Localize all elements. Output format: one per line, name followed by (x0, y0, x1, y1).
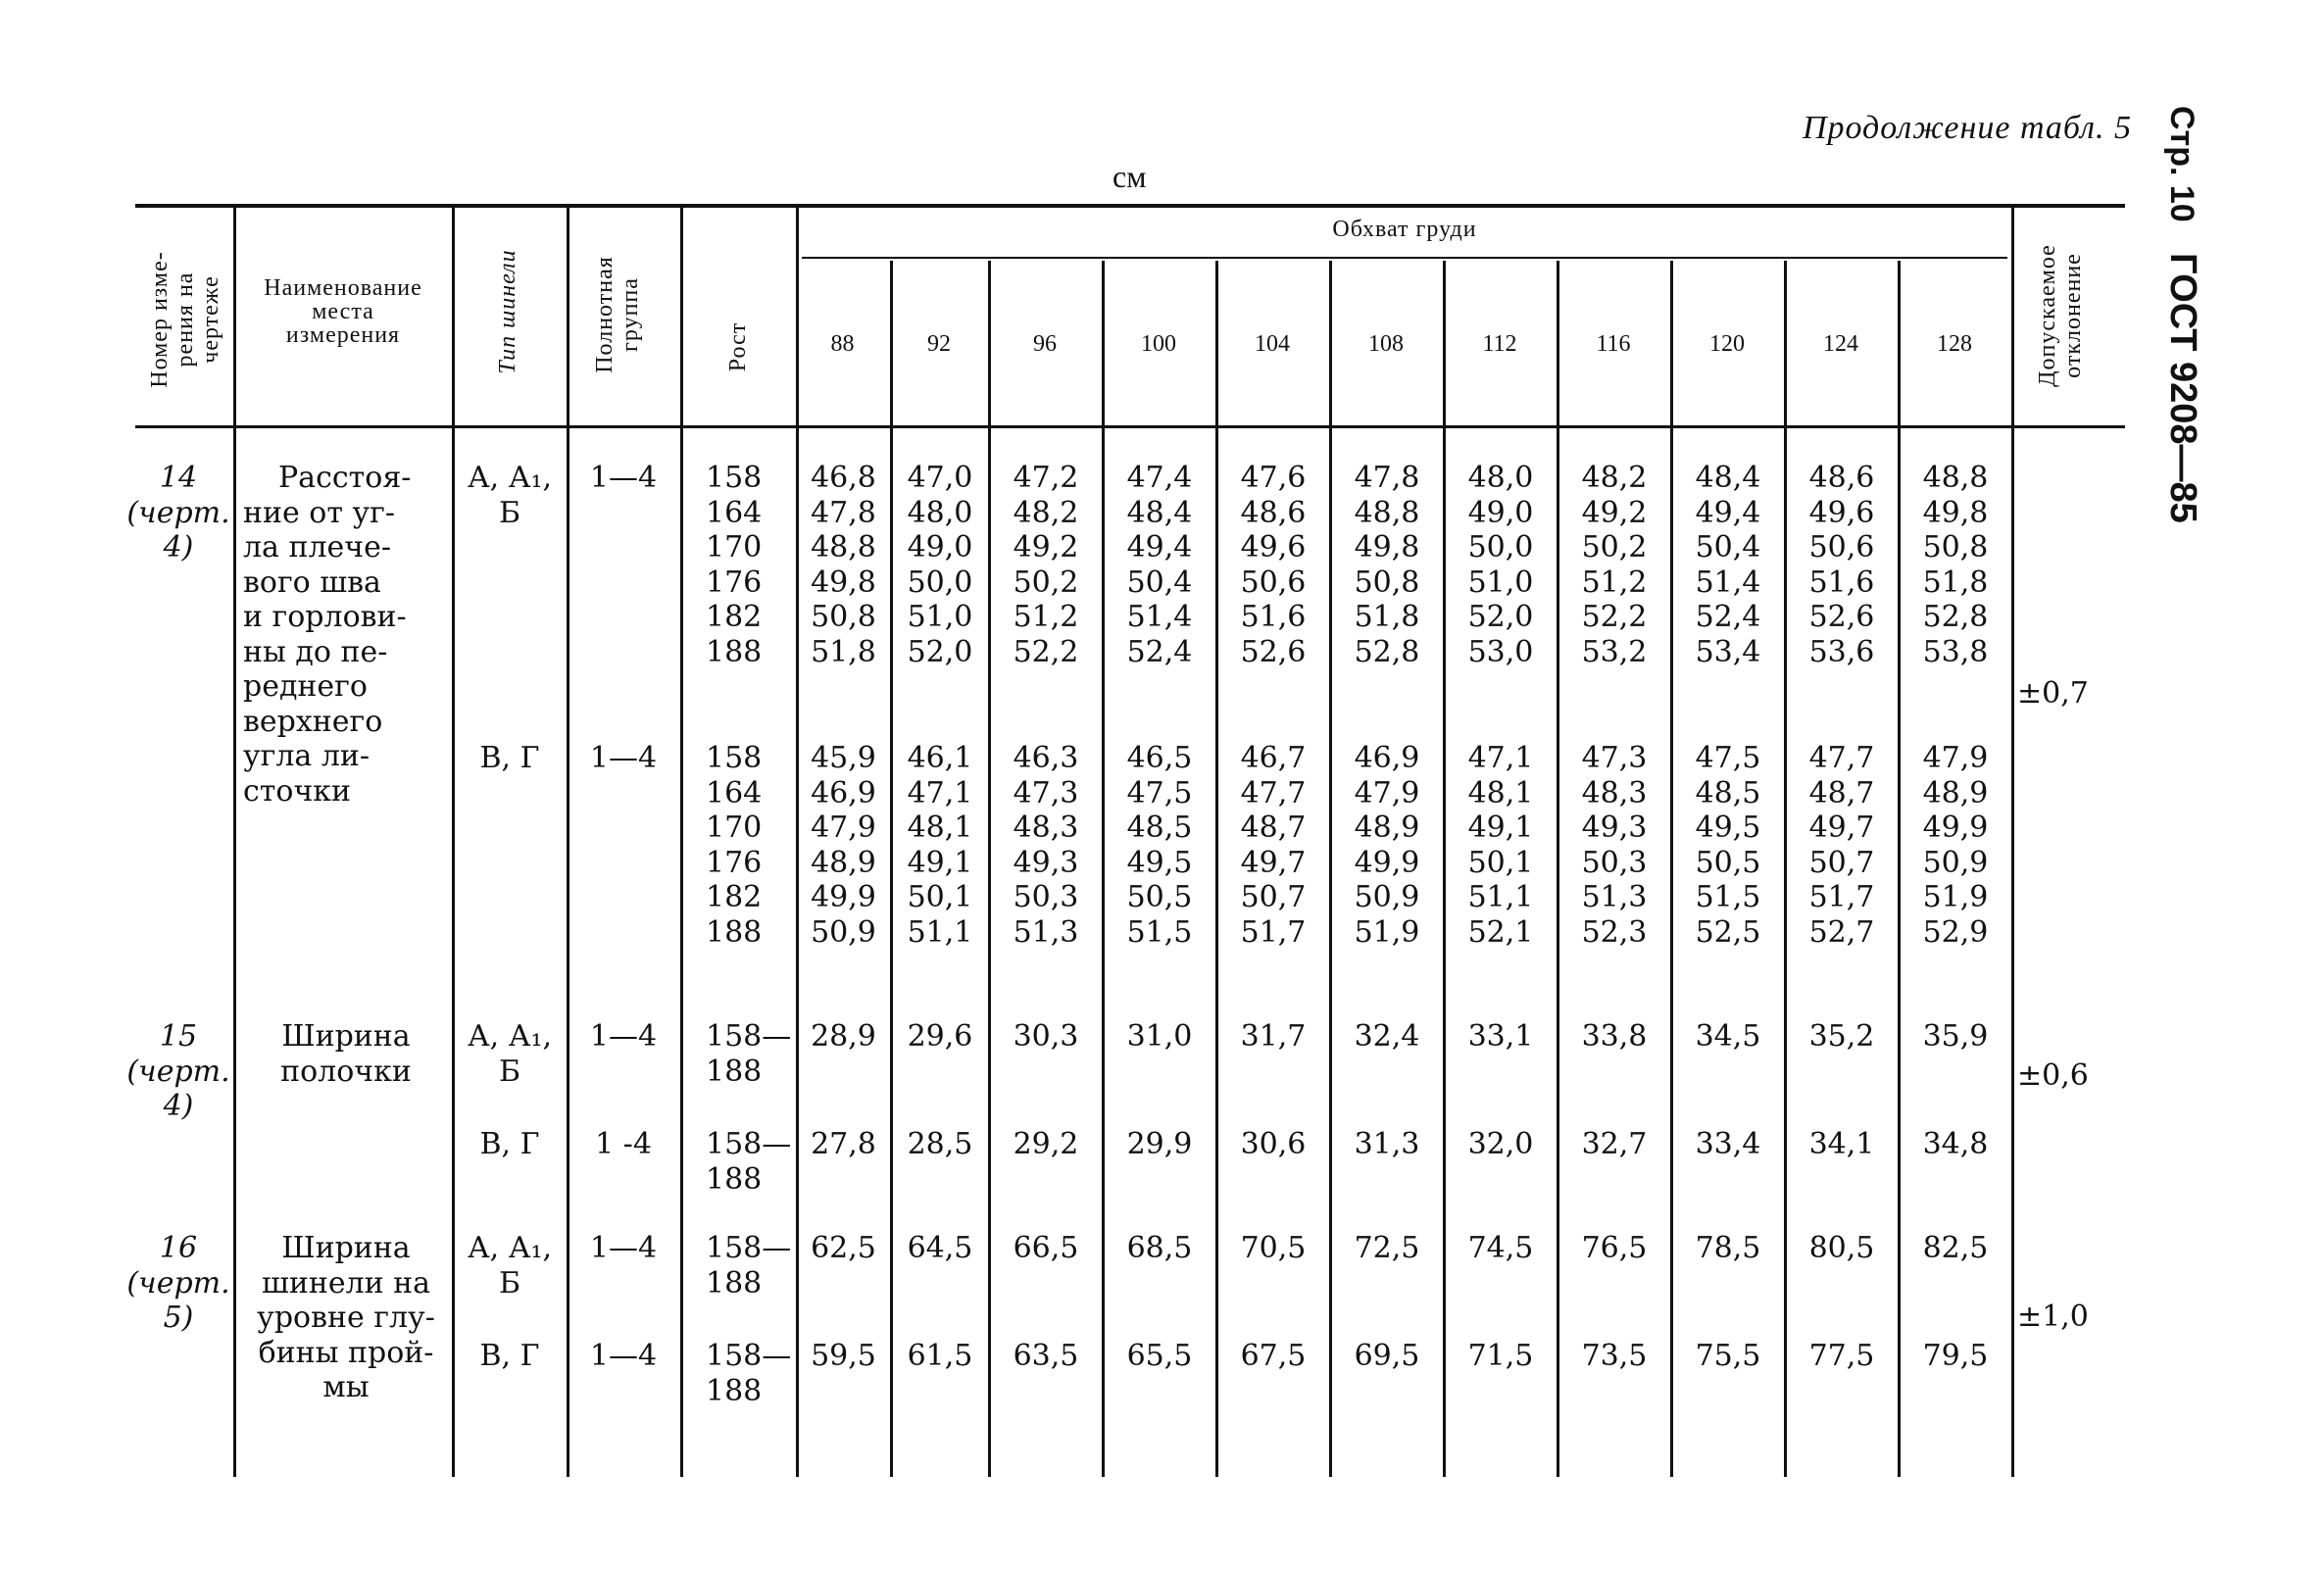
chest-value-cell: 29,2 (1013, 1127, 1079, 1161)
measure-name: Ширина шинели на уровне глу- бины прой- мы (257, 1231, 435, 1404)
chest-value-cell: 66,5 (1013, 1231, 1079, 1265)
chest-size-header: 92 (927, 331, 951, 357)
coat-type: А, А₁, Б (467, 1231, 553, 1301)
chest-value-cell: 46,1 47,1 48,1 49,1 50,1 51,1 (907, 741, 973, 950)
height-values: 158— 188 (706, 1019, 792, 1089)
chest-value-cell: 47,3 48,3 49,3 50,3 51,3 52,3 (1581, 741, 1648, 950)
chest-value-cell: 33,8 (1581, 1019, 1648, 1054)
tolerance-value: ±0,7 (2017, 676, 2089, 711)
running-header (2147, 106, 2215, 566)
header-tolerance: Допускаемое отклонение (2035, 244, 2086, 387)
header-measure-no: Номер изме- рения на чертеже (147, 251, 223, 388)
chest-value-cell: 31,3 (1354, 1127, 1420, 1161)
coat-type: В, Г (479, 1339, 540, 1373)
chest-value-cell: 29,9 (1126, 1127, 1193, 1161)
chest-size-header: 96 (1033, 331, 1057, 357)
height-values: 158 164 170 176 182 188 (706, 741, 763, 950)
header-coat-type: Тип шинели (495, 249, 520, 374)
header-chest-girth: Обхват груди (1332, 217, 1477, 242)
height-values: 158— 188 (706, 1127, 792, 1197)
col-divider (567, 208, 569, 1477)
page-number: Стр. 10 (2163, 106, 2200, 222)
tolerance-value: ±0,6 (2017, 1058, 2089, 1093)
chest-value-cell: 47,5 48,5 49,5 50,5 51,5 52,5 (1695, 741, 1761, 950)
chest-value-cell: 46,7 47,7 48,7 49,7 50,7 51,7 (1240, 741, 1307, 950)
coat-type: А, А₁, Б (467, 461, 553, 530)
chest-value-cell: 59,5 (811, 1339, 876, 1373)
chest-value-cell: 80,5 (1808, 1231, 1875, 1265)
chest-size-header: 116 (1596, 331, 1631, 357)
height-values: 158 164 170 176 182 188 (706, 461, 763, 669)
measure-number: 16 (черт. 5) (126, 1231, 230, 1335)
chest-value-cell: 33,1 (1467, 1019, 1534, 1054)
chest-value-cell: 47,8 48,8 49,8 50,8 51,8 52,8 (1354, 461, 1420, 669)
chest-value-cell: 78,5 (1695, 1231, 1761, 1265)
standard-number: ГОСТ 9208—85 (2162, 253, 2203, 523)
header-bottom-rule (135, 425, 2125, 428)
coat-type: В, Г (479, 741, 540, 775)
chest-value-cell: 46,5 47,5 48,5 49,5 50,5 51,5 (1126, 741, 1193, 950)
chest-value-cell: 74,5 (1467, 1231, 1534, 1265)
chest-value-cell: 34,8 (1922, 1127, 1989, 1161)
height-values: 158— 188 (706, 1339, 792, 1408)
chest-value-cell: 34,1 (1808, 1127, 1875, 1161)
chest-size-header: 112 (1482, 331, 1517, 357)
chest-value-cell: 48,4 49,4 50,4 51,4 52,4 53,4 (1695, 461, 1761, 669)
chest-value-cell: 68,5 (1126, 1231, 1193, 1265)
chest-value-cell: 77,5 (1808, 1339, 1875, 1373)
measure-name: Ширина полочки (280, 1019, 412, 1089)
chest-value-cell: 70,5 (1240, 1231, 1307, 1265)
chest-value-cell: 76,5 (1581, 1231, 1648, 1265)
chest-size-header: 104 (1255, 331, 1290, 357)
chest-size-header: 108 (1368, 331, 1404, 357)
full-group: 1—4 (589, 741, 658, 775)
full-group: 1 -4 (595, 1127, 652, 1161)
chest-value-cell: 79,5 (1922, 1339, 1989, 1373)
measure-name: Расстоя- ние от уг- ла плече- вого шва и горлови- ны до пе- реднего верхнего угла ли- сточки (243, 461, 412, 809)
chest-size-header: 128 (1937, 331, 1972, 357)
chest-value-cell: 35,9 (1922, 1019, 1989, 1054)
chest-size-header: 120 (1709, 331, 1745, 357)
chest-value-cell: 45,9 46,9 47,9 48,9 49,9 50,9 (811, 741, 876, 950)
chest-value-cell: 31,0 (1126, 1019, 1193, 1054)
chest-value-cell: 63,5 (1013, 1339, 1079, 1373)
chest-value-cell: 31,7 (1240, 1019, 1307, 1054)
measure-number: 14 (черт. 4) (126, 461, 230, 565)
chest-value-cell: 48,6 49,6 50,6 51,6 52,6 53,6 (1808, 461, 1875, 669)
chest-value-cell: 48,2 49,2 50,2 51,2 52,2 53,2 (1581, 461, 1648, 669)
chest-size-header: 100 (1141, 331, 1176, 357)
chest-value-cell: 47,9 48,9 49,9 50,9 51,9 52,9 (1922, 741, 1989, 950)
measure-number: 15 (черт. 4) (126, 1019, 230, 1123)
chest-value-cell: 61,5 (907, 1339, 973, 1373)
chest-value-cell: 47,2 48,2 49,2 50,2 51,2 52,2 (1013, 461, 1079, 669)
chest-value-cell: 69,5 (1354, 1339, 1420, 1373)
chest-value-cell: 71,5 (1467, 1339, 1534, 1373)
chest-value-cell: 30,3 (1013, 1019, 1079, 1054)
chest-value-cell: 46,3 47,3 48,3 49,3 50,3 51,3 (1013, 741, 1079, 950)
chest-value-cell: 32,0 (1467, 1127, 1534, 1161)
chest-value-cell: 28,5 (907, 1127, 973, 1161)
chest-value-cell: 48,0 49,0 50,0 51,0 52,0 53,0 (1467, 461, 1534, 669)
full-group: 1—4 (589, 1231, 658, 1265)
chest-value-cell: 75,5 (1695, 1339, 1761, 1373)
chest-value-cell: 72,5 (1354, 1231, 1420, 1265)
chest-value-cell: 62,5 (811, 1231, 876, 1265)
full-group: 1—4 (589, 461, 658, 495)
col-divider (680, 208, 683, 1477)
chest-value-cell: 32,4 (1354, 1019, 1420, 1054)
chest-value-cell: 46,8 47,8 48,8 49,8 50,8 51,8 (811, 461, 876, 669)
tolerance-value: ±1,0 (2017, 1300, 2089, 1334)
chest-value-cell: 73,5 (1581, 1339, 1648, 1373)
chest-value-cell: 32,7 (1581, 1127, 1648, 1161)
chest-value-cell: 33,4 (1695, 1127, 1761, 1161)
table-continuation-caption: Продолжение табл. 5 (1802, 110, 2132, 146)
chest-value-cell: 34,5 (1695, 1019, 1761, 1054)
col-divider (2011, 208, 2014, 1477)
full-group: 1—4 (589, 1019, 658, 1054)
chest-value-cell: 35,2 (1808, 1019, 1875, 1054)
chest-value-cell: 46,9 47,9 48,9 49,9 50,9 51,9 (1354, 741, 1420, 950)
chest-value-cell: 47,6 48,6 49,6 50,6 51,6 52,6 (1240, 461, 1307, 669)
chest-value-cell: 47,7 48,7 49,7 50,7 51,7 52,7 (1808, 741, 1875, 950)
chest-value-cell: 30,6 (1240, 1127, 1307, 1161)
chest-value-cell: 29,6 (907, 1019, 973, 1054)
height-values: 158— 188 (706, 1231, 792, 1301)
coat-type: В, Г (479, 1127, 540, 1161)
chest-value-cell: 48,8 49,8 50,8 51,8 52,8 53,8 (1922, 461, 1989, 669)
chest-value-cell: 47,1 48,1 49,1 50,1 51,1 52,1 (1467, 741, 1534, 950)
chest-value-cell: 65,5 (1126, 1339, 1193, 1373)
unit-label: см (1113, 159, 1147, 194)
coat-type: А, А₁, Б (467, 1019, 553, 1089)
chest-value-cell: 67,5 (1240, 1339, 1307, 1373)
chest-size-header: 124 (1823, 331, 1858, 357)
header-full-group: Полнотная группа (592, 256, 643, 373)
chest-value-cell: 82,5 (1922, 1231, 1989, 1265)
header-height: Рост (725, 321, 751, 372)
chest-value-cell: 64,5 (907, 1231, 973, 1265)
chest-value-cell: 28,9 (811, 1019, 876, 1054)
chest-value-cell: 47,4 48,4 49,4 50,4 51,4 52,4 (1126, 461, 1193, 669)
table-top-rule (135, 204, 2125, 208)
full-group: 1—4 (589, 1339, 658, 1373)
chest-value-cell: 47,0 48,0 49,0 50,0 51,0 52,0 (907, 461, 973, 669)
chest-subheader-rule (802, 257, 2007, 259)
chest-size-header: 88 (830, 331, 855, 357)
header-measure-name: Наименование места измерения (264, 275, 422, 348)
chest-value-cell: 27,8 (811, 1127, 876, 1161)
